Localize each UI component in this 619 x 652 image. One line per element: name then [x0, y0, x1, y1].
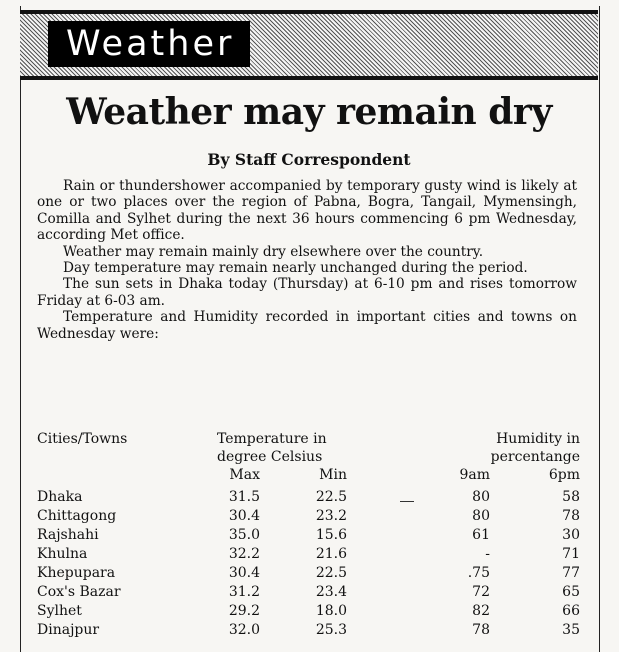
section-banner — [20, 10, 598, 80]
humidity-9am-cell: 80 — [472, 508, 490, 524]
humidity-6pm-cell: 30 — [562, 527, 580, 543]
city-cell: Dhaka — [37, 489, 83, 505]
humidity-9am-cell: 78 — [472, 622, 490, 638]
city-cell: Cox's Bazar — [37, 584, 121, 600]
col-header-humidity-unit: percentange — [490, 449, 580, 465]
print-mark — [400, 501, 414, 502]
city-cell: Rajshahi — [37, 527, 99, 543]
col-header-city: Cities/Towns — [37, 431, 128, 447]
min-temp-cell: 23.2 — [315, 508, 347, 524]
humidity-9am-cell: 82 — [472, 603, 490, 619]
min-temp-cell: 18.0 — [315, 603, 347, 619]
humidity-6pm-cell: 77 — [562, 565, 580, 581]
max-temp-cell: 31.5 — [228, 489, 260, 505]
max-temp-cell: 35.0 — [228, 527, 260, 543]
humidity-9am-cell: - — [485, 546, 490, 562]
min-temp-cell: 21.6 — [315, 546, 347, 562]
article-body — [37, 178, 577, 342]
city-cell: Khepupara — [37, 565, 116, 581]
city-cell: Chittagong — [37, 508, 117, 524]
humidity-6pm-cell: 78 — [562, 508, 580, 524]
humidity-9am-cell: .75 — [467, 565, 490, 581]
max-temp-cell: 29.2 — [228, 603, 260, 619]
city-cell: Khulna — [37, 546, 88, 562]
col-header-6pm: 6pm — [548, 467, 580, 483]
col-header-temperature: Temperature in — [217, 431, 327, 447]
city-cell: Dinajpur — [37, 622, 100, 638]
headline: Weather may remain dry — [66, 91, 552, 133]
max-temp-cell: 30.4 — [228, 508, 260, 524]
humidity-6pm-cell: 66 — [562, 603, 580, 619]
max-temp-cell: 31.2 — [228, 584, 260, 600]
paragraph: Rain or thundershower accompanied by temporary gusty wind is likely at one or two places over the region of Pabna, Bogra, Tangail, Mymensingh, Comilla and Sylhet during the next 36 hours commencing 6 pm Wednesday, according Met office. — [37, 178, 577, 244]
humidity-6pm-cell: 65 — [562, 584, 580, 600]
byline: By Staff Correspondent — [207, 150, 411, 169]
min-temp-cell: 23.4 — [315, 584, 347, 600]
col-header-humidity: Humidity in — [496, 431, 580, 447]
paragraph: Weather may remain mainly dry elsewhere over the country. — [63, 243, 484, 260]
humidity-9am-cell: 72 — [472, 584, 490, 600]
humidity-6pm-cell: 35 — [562, 622, 580, 638]
min-temp-cell: 15.6 — [315, 527, 347, 543]
min-temp-cell: 22.5 — [315, 565, 347, 581]
humidity-6pm-cell: 71 — [562, 546, 580, 562]
paragraph: Day temperature may remain nearly unchanged during the period. — [63, 260, 528, 277]
min-temp-cell: 22.5 — [315, 489, 347, 505]
col-header-9am: 9am — [459, 467, 490, 483]
max-temp-cell: 30.4 — [228, 565, 260, 581]
paragraph: The sun sets in Dhaka today (Thursday) at 6-10 pm and rises tomorrow Friday at 6-03 am. — [37, 276, 577, 309]
paragraph: Temperature and Humidity recorded in important cities and towns on Wednesday were: — [37, 309, 577, 342]
col-header-temperature-unit: degree Celsius — [217, 449, 323, 465]
max-temp-cell: 32.0 — [228, 622, 260, 638]
city-cell: Sylhet — [37, 603, 82, 619]
col-header-max: Max — [229, 467, 260, 483]
min-temp-cell: 25.3 — [315, 622, 347, 638]
col-header-min: Min — [319, 467, 347, 483]
max-temp-cell: 32.2 — [228, 546, 260, 562]
humidity-6pm-cell: 58 — [562, 489, 580, 505]
humidity-9am-cell: 61 — [472, 527, 490, 543]
humidity-9am-cell: 80 — [472, 489, 490, 505]
section-label: Weather — [48, 21, 250, 67]
